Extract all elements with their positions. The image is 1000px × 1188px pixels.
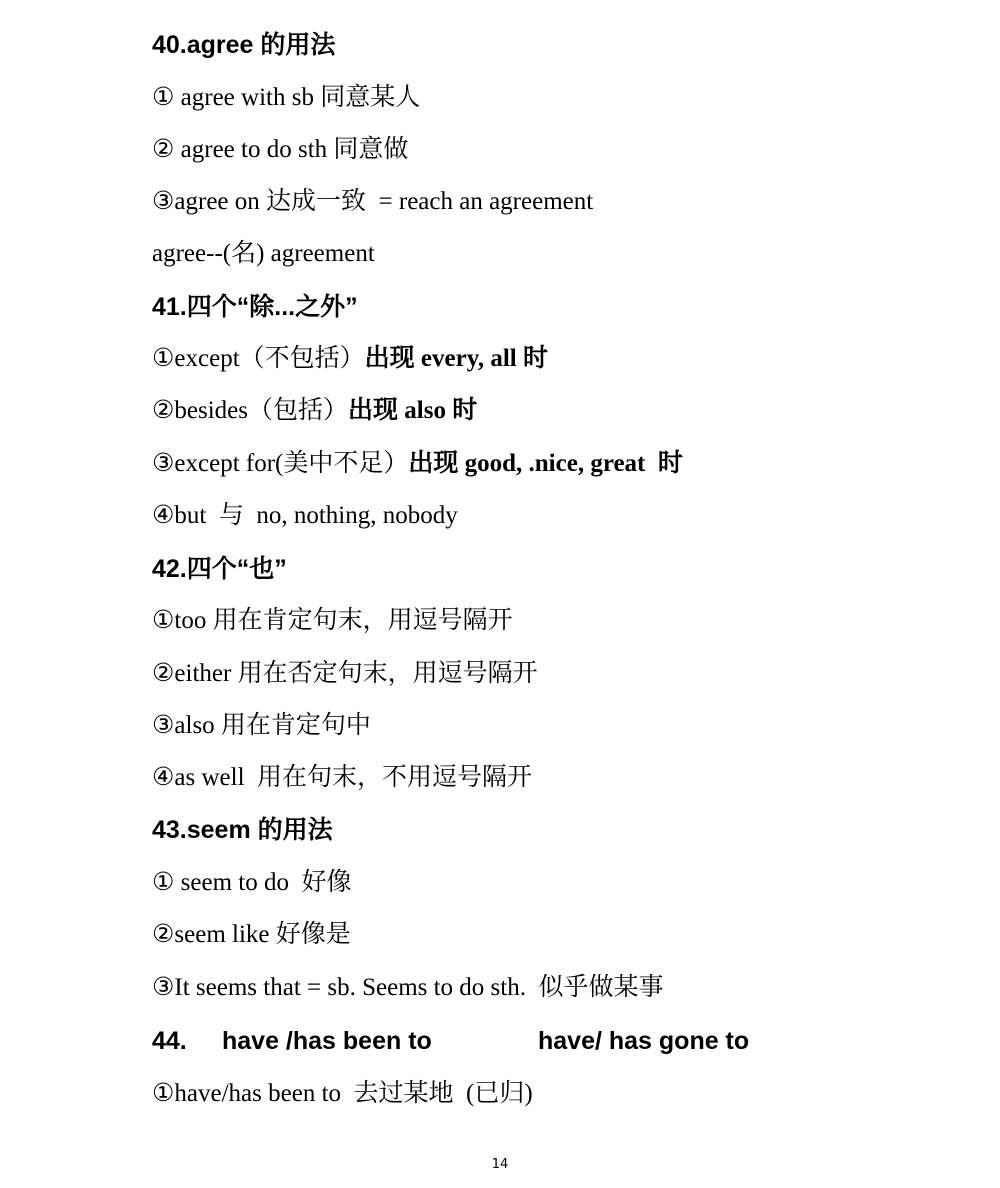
- section-44-item-1: ①have/has been to 去过某地 (已归): [152, 1080, 533, 1107]
- section-44-heading-right: have/ has gone to: [538, 1027, 750, 1055]
- page-number: 14: [491, 1157, 509, 1172]
- section-41-item-4: ④but 与 no, nothing, nobody: [152, 502, 458, 529]
- section-41-item-1-emphasis: 出现 every, all 时: [364, 345, 548, 372]
- section-40-item-3: ③agree on 达成一致 = reach an agreement: [152, 188, 594, 215]
- section-44-heading-left: have /has been to: [222, 1027, 432, 1055]
- section-41-item-3: [152, 451, 683, 476]
- section-43-item-1: ① seem to do 好像: [152, 869, 352, 896]
- section-43-item-2: ②seem like 好像是: [152, 921, 351, 948]
- section-42-item-4: ④as well 用在句末，不用逗号隔开: [152, 764, 533, 791]
- section-41-heading: 41.四个“除...之外”: [152, 293, 358, 321]
- section-40-item-1: ① agree with sb 同意某人: [152, 84, 421, 111]
- section-41-item-3-emphasis: 出现 good, .nice, great 时: [408, 450, 683, 477]
- section-42-item-1: ①too 用在肯定句末，用逗号隔开: [152, 607, 513, 634]
- section-41-item-2-emphasis: 出现 also 时: [348, 397, 478, 424]
- section-43-item-3: ③It seems that = sb. Seems to do sth. 似乎做某事: [152, 974, 664, 1001]
- section-42-item-2: ②either 用在否定句末，用逗号隔开: [152, 660, 538, 687]
- section-41-item-3-lead: ③except for(美中不足）: [152, 450, 409, 477]
- section-41-item-1-lead: ①except（不包括）: [152, 345, 365, 372]
- section-44-number: 44.: [152, 1027, 187, 1055]
- section-41-item-2: [152, 398, 477, 423]
- section-40-heading: 40.agree 的用法: [152, 31, 336, 59]
- section-41-item-1: [152, 346, 548, 371]
- section-40-item-2: ② agree to do sth 同意做: [152, 136, 409, 163]
- section-42-item-3: ③also 用在肯定句中: [152, 712, 371, 739]
- section-42-heading: 42.四个“也”: [152, 555, 287, 583]
- section-43-heading: 43.seem 的用法: [152, 816, 333, 844]
- section-41-item-2-lead: ②besides（包括）: [152, 397, 349, 424]
- section-40-item-4: agree--(名) agreement: [152, 240, 375, 267]
